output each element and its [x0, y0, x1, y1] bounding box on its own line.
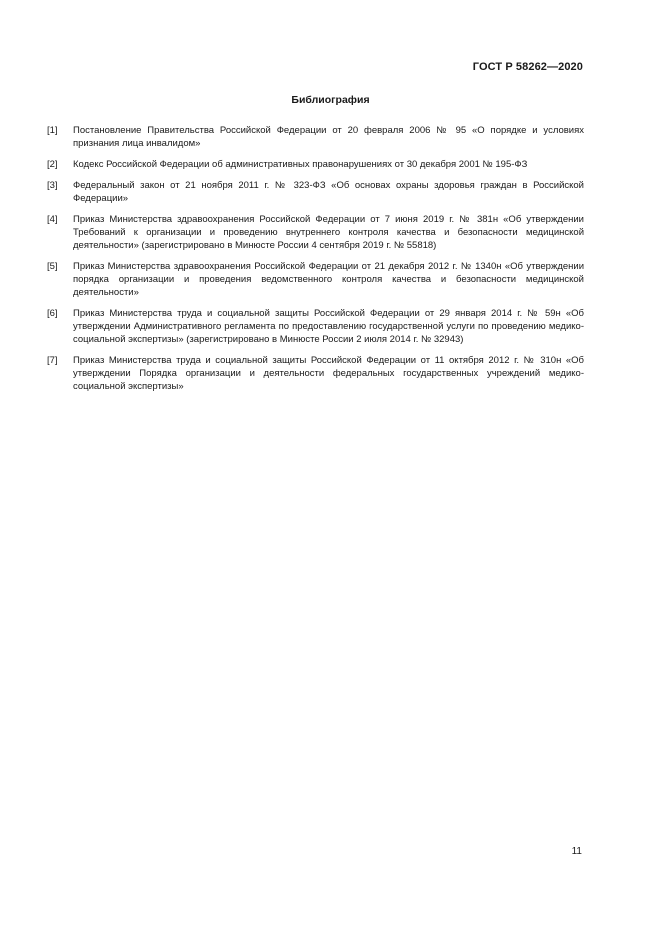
- reference-text: Федеральный закон от 21 ноября 2011 г. № 323-ФЗ «Об основах охраны здоровья граждан в Российской Федерации»: [73, 180, 584, 204]
- reference-number: [6]: [47, 308, 58, 319]
- section-title: Библиография: [291, 94, 370, 106]
- reference-text: Приказ Министерства труда и социальной защиты Российской Федерации от 29 января 2014 г. № 59н «Об утверждении Административного регламента по предоставлению государственной услуги по проведению медико-социальной экспертизы» (зарегистрировано в Минюсте России 2 июля 2014 г. № 32943): [73, 308, 584, 345]
- reference-number: [2]: [47, 159, 58, 170]
- reference-number: [4]: [47, 214, 58, 225]
- reference-text: Приказ Министерства труда и социальной защиты Российской Федерации от 11 октября 2012 г. № 310н «Об утверждении Порядка организации и деятельности федеральных государственных учреждений медико-социальной экспертизы»: [73, 355, 584, 392]
- bibliography-item: [47, 354, 584, 393]
- page-number: 11: [571, 846, 582, 857]
- bibliography-item: [47, 213, 584, 252]
- bibliography-item: [47, 260, 584, 299]
- reference-text: Приказ Министерства здравоохранения Российской Федерации от 7 июня 2019 г. № 381н «Об утверждении Требований к организации и проведению внутреннего контроля качества и безопасности медицинской деятельности» (зарегистрировано в Минюсте России 4 сентября 2019 г. № 55818): [73, 214, 584, 251]
- bibliography-list: [47, 124, 584, 401]
- bibliography-item: [47, 158, 584, 171]
- bibliography-item: [47, 307, 584, 346]
- bibliography-item: [47, 179, 584, 205]
- reference-text: Постановление Правительства Российской Федерации от 20 февраля 2006 № 95 «О порядке и условиях признания лица инвалидом»: [73, 125, 584, 149]
- reference-number: [1]: [47, 125, 58, 136]
- bibliography-item: [47, 124, 584, 150]
- reference-number: [5]: [47, 261, 58, 272]
- reference-text: Кодекс Российской Федерации об административных правонарушениях от 30 декабря 2001 № 195-ФЗ: [73, 159, 528, 170]
- reference-number: [3]: [47, 180, 58, 191]
- document-code: ГОСТ Р 58262—2020: [472, 61, 583, 73]
- reference-text: Приказ Министерства здравоохранения Российской Федерации от 21 декабря 2012 г. № 1340н «Об утверждении порядка организации и проведения ведомственного контроля качества и безопасности медицинской деятельности»: [73, 261, 584, 298]
- reference-number: [7]: [47, 355, 58, 366]
